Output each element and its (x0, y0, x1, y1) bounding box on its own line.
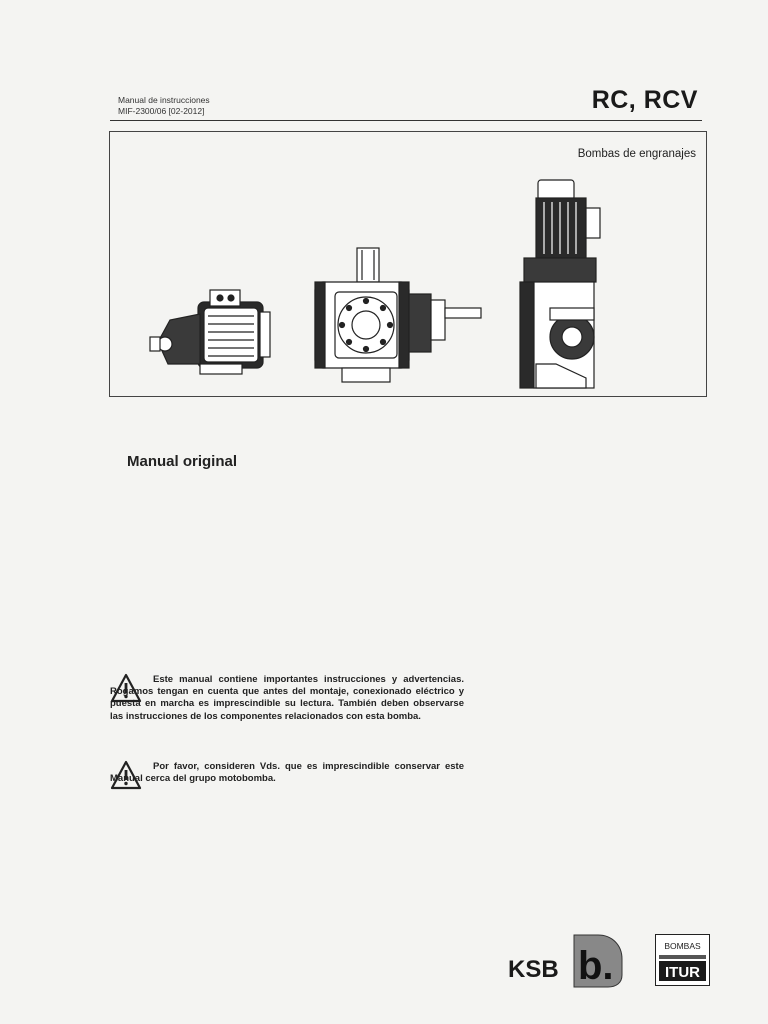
ksb-logo (508, 931, 628, 989)
figure-caption: Bombas de engranajes (577, 148, 696, 160)
warning-text-1: Este manual contiene importantes instrucciones y advertencias. Rogamos tengan en cuenta que antes del montaje, conexionado eléctrico y puesta en marcha es imprescindible su lectura. También deben observarse las instrucciones de los componentes relacionados con esta bomba. (110, 674, 464, 722)
product-title: RC, RCV (591, 86, 698, 114)
pump-illustrations (110, 132, 706, 396)
warning-text-2: Por favor, consideren Vds. que es imprescindible conservar este Manual cerca del grupo motobomba. (110, 761, 464, 785)
vertical-motor-pump-drawing (520, 180, 600, 388)
itur-logo-top-text: BOMBAS (664, 941, 701, 951)
pump-figure-box (109, 131, 707, 397)
doc-type-label: Manual de instrucciones (118, 95, 210, 105)
ksb-logo-mark: b. (578, 944, 614, 988)
doc-code-label: MIF-2300/06 [02-2012] (118, 106, 205, 116)
bombas-itur-logo (655, 934, 710, 986)
document-id (118, 95, 210, 117)
ksb-logo-text: KSB (508, 956, 559, 983)
front-view-gear-pump-drawing (315, 248, 481, 382)
horizontal-motor-pump-drawing (150, 290, 270, 374)
itur-logo-bottom-text: ITUR (665, 964, 700, 981)
header-divider (110, 120, 702, 121)
section-heading: Manual original (127, 453, 238, 470)
